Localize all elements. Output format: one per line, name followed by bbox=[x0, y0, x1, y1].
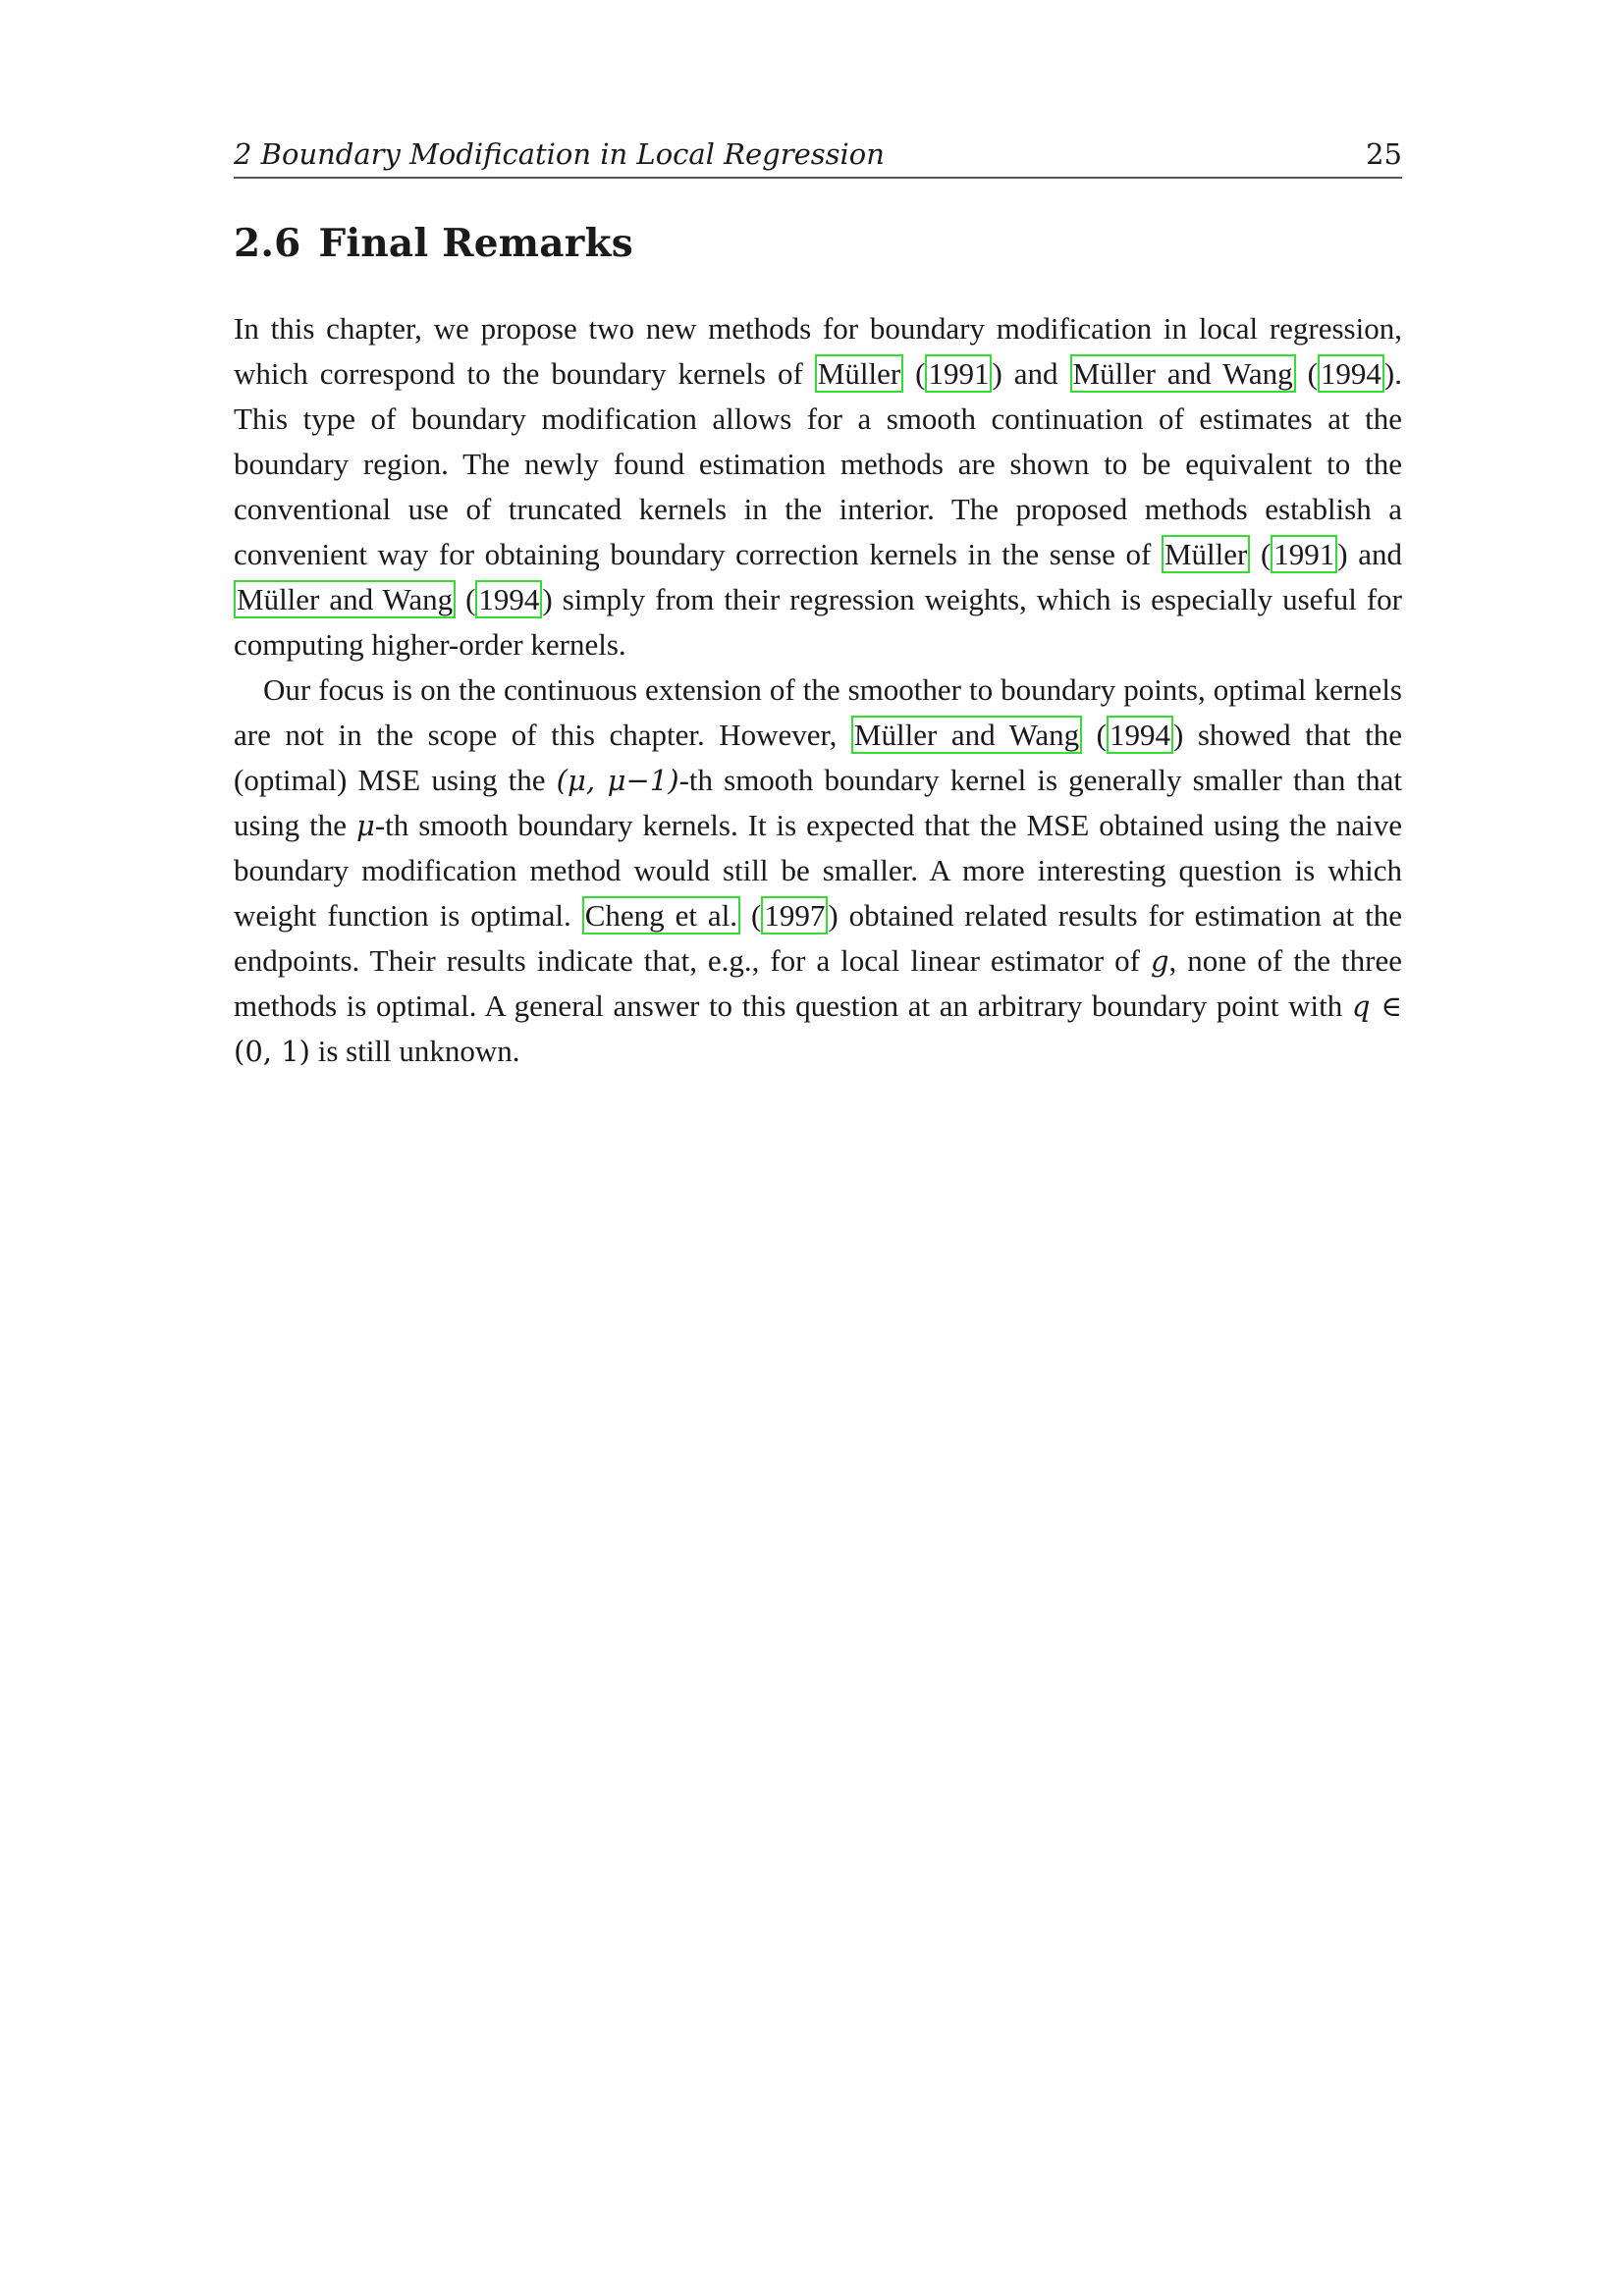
section-body bbox=[234, 306, 1402, 1074]
running-chapter-title: 2 Boundary Modification in Local Regression bbox=[234, 137, 885, 171]
math-q: q bbox=[1351, 989, 1371, 1023]
text-run: ( bbox=[740, 898, 762, 933]
text-run: Our focus is on the continuous extension of the smoother to boundary points, optimal kernels are not in the scope of this chapter. However, bbox=[234, 672, 1402, 752]
citation-link-muller[interactable]: Müller bbox=[1162, 535, 1250, 573]
math-mu-pair: (μ, μ−1) bbox=[556, 764, 679, 797]
text-run: In this chapter, we propose two new methods for boundary modification in local regression, which correspond to the boundary kernels of bbox=[234, 311, 1402, 391]
citation-year-link-1991[interactable]: 1991 bbox=[1271, 535, 1337, 573]
section-heading bbox=[234, 221, 633, 266]
math-g: g bbox=[1150, 944, 1169, 978]
paragraph-1 bbox=[234, 306, 1402, 667]
text-run: ( bbox=[1082, 718, 1107, 752]
running-header bbox=[234, 133, 1402, 179]
text-run: -th smooth boundary kernels. It is expected that the MSE obtained using the naive boundary modification method would still be smaller. A more interesting question is which weight function is optimal. bbox=[234, 808, 1402, 933]
paragraph-2 bbox=[234, 667, 1402, 1074]
citation-link-muller-wang[interactable]: Müller and Wang bbox=[851, 716, 1082, 754]
section-number: 2.6 bbox=[234, 221, 301, 266]
text-run: ). This type of boundary modification allows for a smooth continuation of estimates at the boundary region. The newly found estimation methods are shown to be equivalent to the conventional use of truncated kernels in the interior. The proposed methods establish a convenient way for obtaining boundary correction kernels in the sense of bbox=[234, 356, 1402, 571]
text-run: ( bbox=[903, 356, 926, 391]
citation-year-link-1994[interactable]: 1994 bbox=[1318, 354, 1384, 393]
text-run: , none of the three methods is optimal. A general answer to this question at an arbitrary boundary point with bbox=[234, 943, 1402, 1023]
citation-year-link-1994[interactable]: 1994 bbox=[1107, 716, 1173, 754]
text-run: -th smooth boundary kernel is generally smaller than that using the bbox=[234, 763, 1402, 842]
math-interval: ∈ (0, 1) bbox=[234, 989, 1402, 1068]
citation-year-link-1994[interactable]: 1994 bbox=[475, 580, 542, 618]
page-number: 25 bbox=[1366, 137, 1402, 171]
section-title: Final Remarks bbox=[318, 221, 633, 266]
text-run: ) showed that the (optimal) MSE using the bbox=[234, 718, 1403, 797]
text-run: ) simply from their regression weights, which is especially useful for computing higher-order kernels. bbox=[234, 582, 1403, 662]
text-run: ( bbox=[1295, 356, 1318, 391]
text-run: ( bbox=[1250, 537, 1272, 571]
text-run: ( bbox=[456, 582, 476, 616]
text-run: ) and bbox=[992, 356, 1070, 391]
citation-link-muller[interactable]: Müller bbox=[815, 354, 903, 393]
math-mu: μ bbox=[355, 809, 375, 842]
citation-link-muller-wang[interactable]: Müller and Wang bbox=[1070, 354, 1296, 393]
citation-link-muller-wang[interactable]: Müller and Wang bbox=[234, 580, 456, 618]
text-run: is still unknown. bbox=[309, 1034, 520, 1068]
citation-link-cheng[interactable]: Cheng et al. bbox=[582, 896, 740, 934]
text-run: ) and bbox=[1337, 537, 1402, 571]
citation-year-link-1991[interactable]: 1991 bbox=[925, 354, 992, 393]
citation-year-link-1997[interactable]: 1997 bbox=[761, 896, 828, 934]
text-run: ) obtained related results for estimation at the endpoints. Their results indicate that, e.g., for a local linear estimator of bbox=[234, 898, 1402, 978]
